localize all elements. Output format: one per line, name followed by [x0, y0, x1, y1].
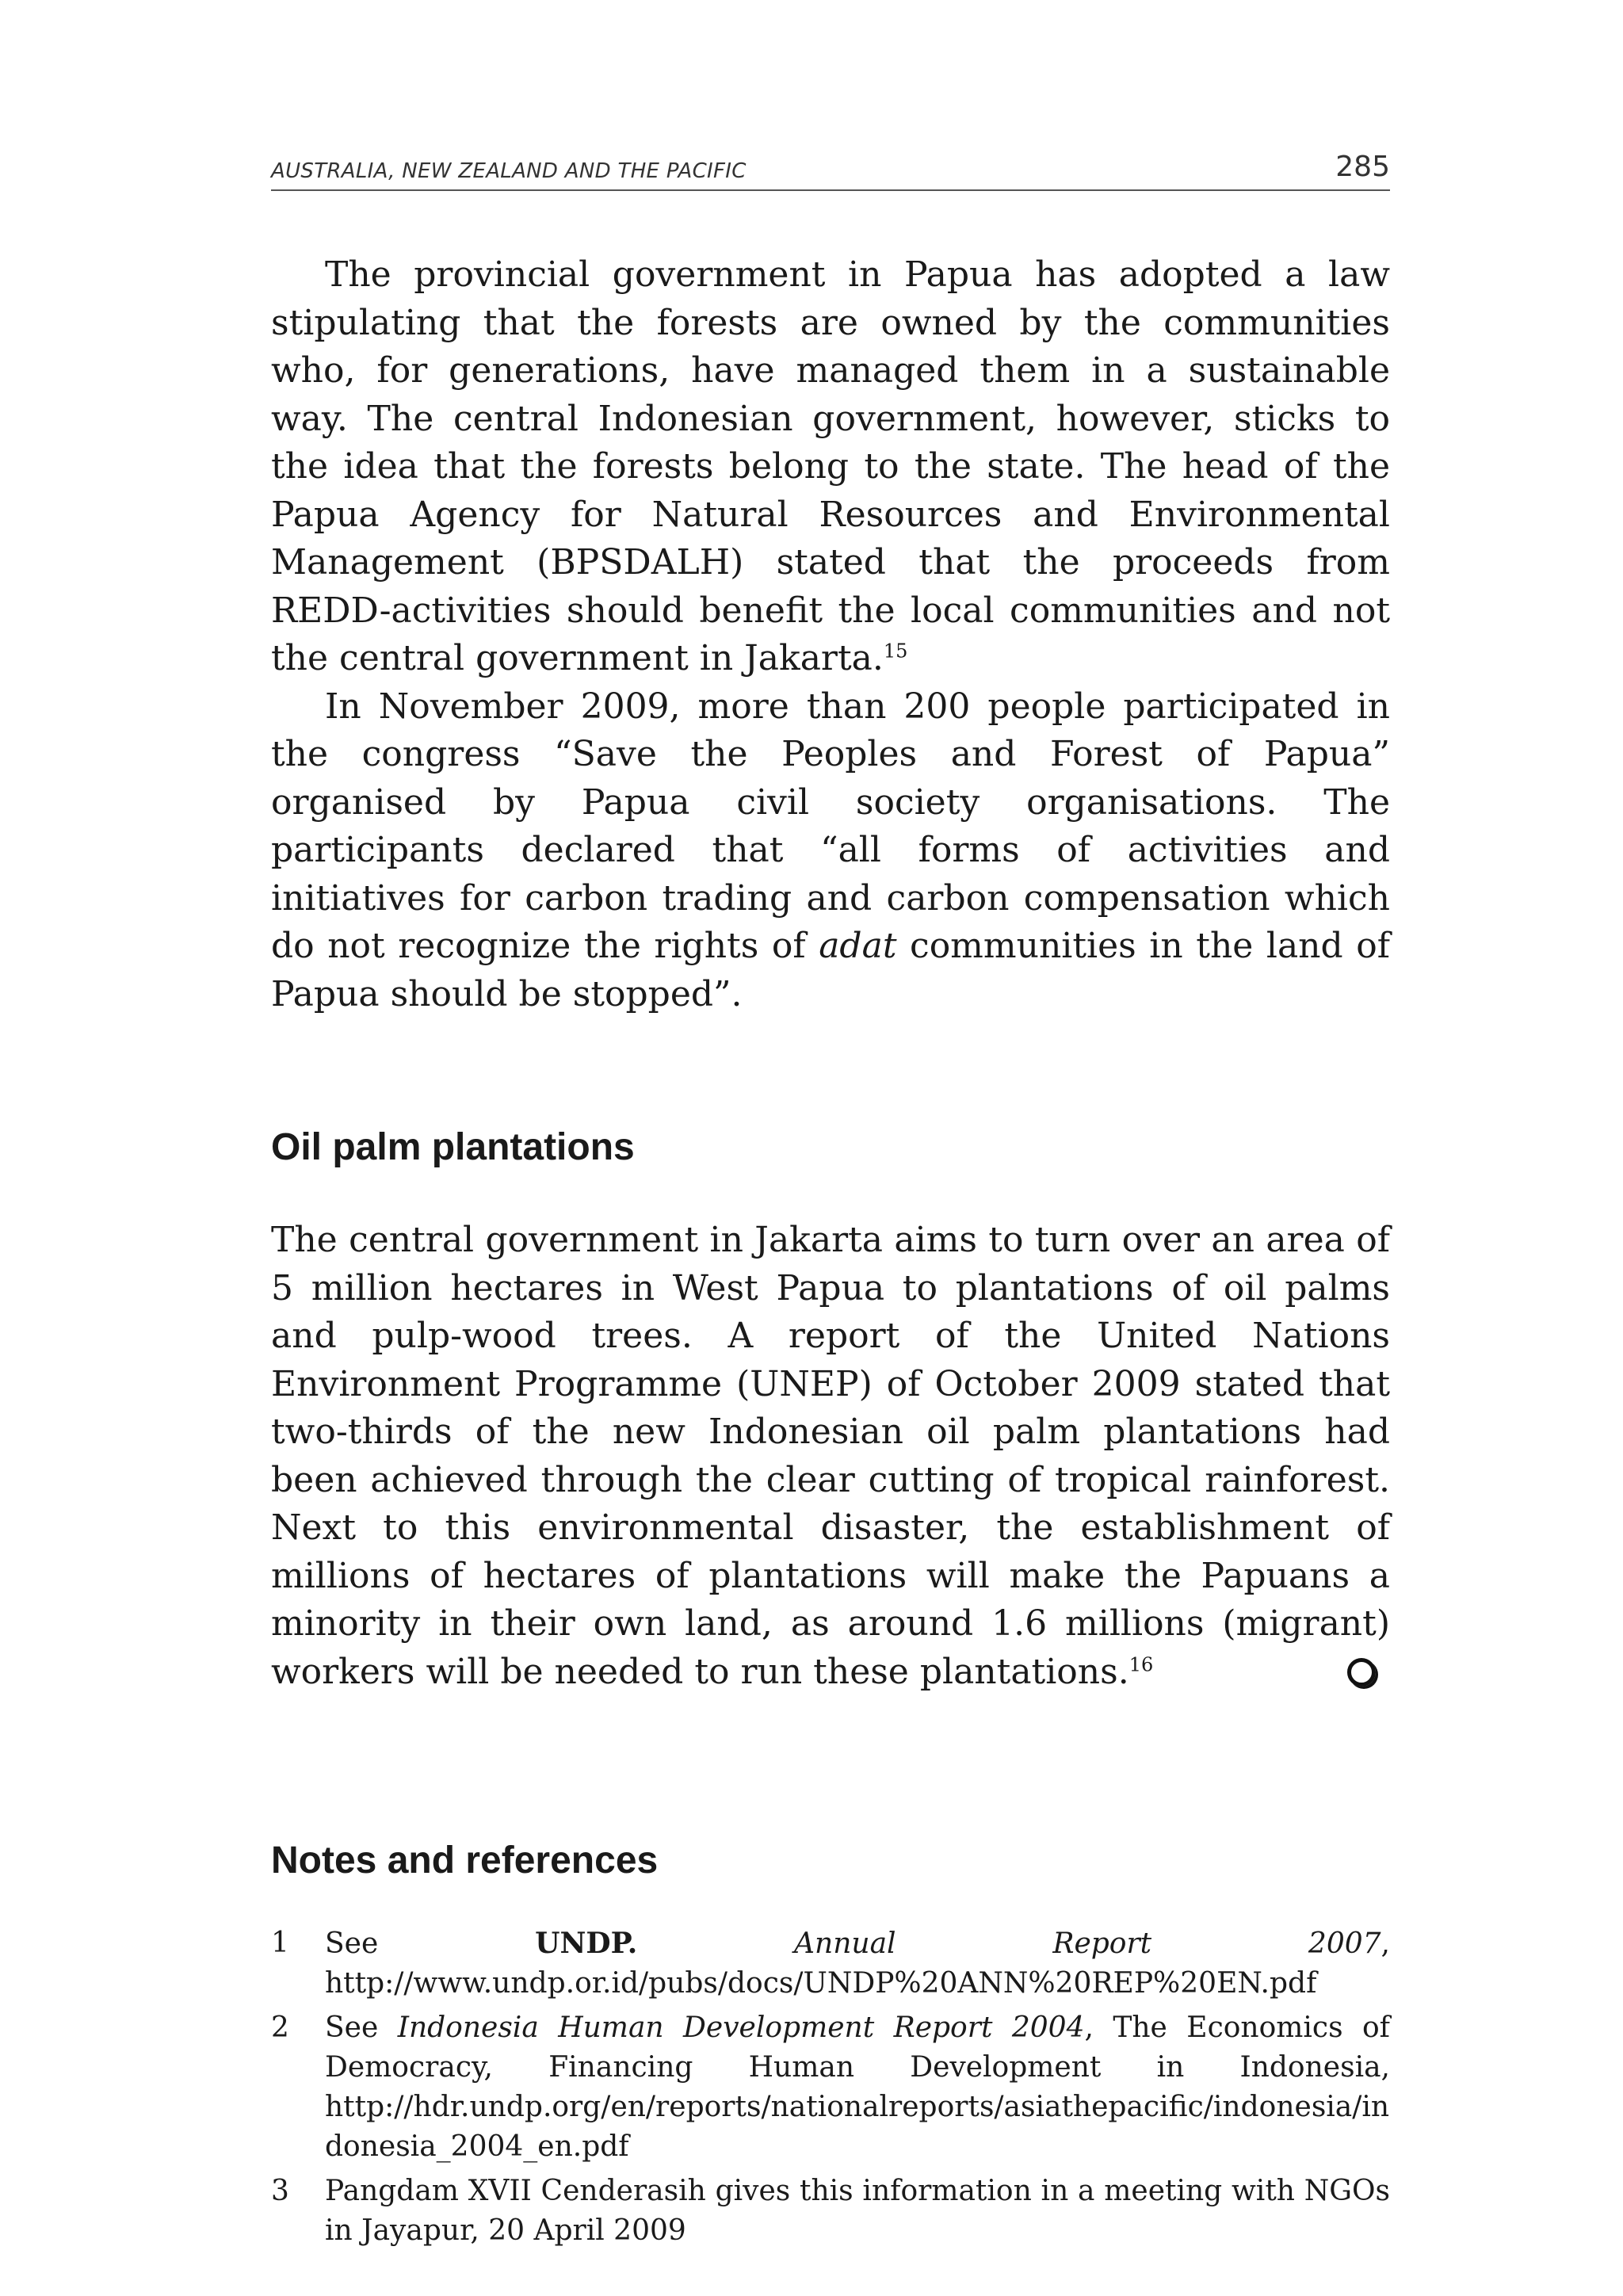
note-number: 2 [271, 2011, 289, 2044]
italic-term-adat: adat [819, 926, 897, 966]
paragraph-congress [271, 683, 1390, 1019]
paragraph-text: The central government in Jakarta aims to turn over an area of 5 million hectares in West Papua to plantations of oil palms and pulp-wood trees. A report of the United Nations Environment Programme (UNEP) of October 2009 stated that two-thirds of the new Indonesian oil palm plantations had been achieved through the clear cutting of tropical rainforest. Next to this environmental disaster, the establishment of millions of hectares of plantations will make the Papuans a minority in their own land, as around 1.6 millions (migrant) workers will be needed to run these plantations. [271, 1220, 1390, 1692]
note-item [271, 2008, 1390, 2167]
note-url: , http://www.undp.or.id/pubs/docs/UNDP%20ANN%20REP%20EN.pdf [325, 1927, 1390, 2000]
end-of-article-icon [1347, 1658, 1376, 1687]
paragraph-oil-palm [271, 1217, 1390, 1696]
note-text: Pangdam XVII Cenderasih gives this information in a meeting with NGOs in Jayapur, 20 April 2009 [325, 2175, 1390, 2247]
note-prefix: See [325, 2011, 398, 2044]
note-text [325, 2008, 1390, 2167]
note-author: UNDP. [535, 1927, 638, 1960]
document-page [271, 151, 1390, 2256]
running-title: AUSTRALIA, NEW ZEALAND AND THE PACIFIC [271, 159, 747, 183]
paragraph-text: In November 2009, more than 200 people participated in the congress “Save the Peoples and Forest of Papua” organised by Papua civil society organisations. The participants declared that “all forms of activities and initiatives for carbon trading and carbon compensation which do not recognize the rights of [271, 686, 1390, 966]
page-number: 285 [1335, 151, 1390, 183]
note-url: , The Economics of Democracy, Financing Human Development in Indonesia, http://hdr.undp.org/en/reports/nationalreports/asiathepacific/indonesia/indonesia_2004_en.pdf [325, 2011, 1390, 2163]
note-text [325, 1924, 1390, 2004]
note-title: Annual Report 2007 [637, 1927, 1381, 1960]
note-title: Indonesia Human Development Report 2004 [397, 2011, 1085, 2044]
note-item [271, 1924, 1390, 2004]
notes-list [271, 1924, 1390, 2251]
paragraph-papua-forest-law [271, 251, 1390, 683]
note-number: 3 [271, 2175, 289, 2207]
note-item [271, 2172, 1390, 2251]
note-number: 1 [271, 1927, 289, 1959]
section-heading-notes: Notes and references [271, 1839, 659, 1881]
paragraph-text: The provincial government in Papua has adopted a law stipulating that the forests are owned by the communities who, for generations, have managed them in a sustainable way. The central Indonesian government, however, sticks to the idea that the forests belong to the state. The head of the Papua Agency for Natural Resources and Environmental Management (BPSDALH) stated that the proceeds from REDD-activities should benefit the local communities and not the central government in Jakarta. [271, 254, 1390, 678]
footnote-ref-15: 15 [883, 640, 908, 663]
section-heading-oil-palm: Oil palm plantations [271, 1126, 635, 1168]
running-header [271, 151, 1390, 191]
footnote-ref-16: 16 [1128, 1652, 1154, 1675]
note-prefix: See [325, 1927, 536, 1960]
paragraph-text: communities in the land of Papua should be stopped”. [271, 926, 1391, 1014]
